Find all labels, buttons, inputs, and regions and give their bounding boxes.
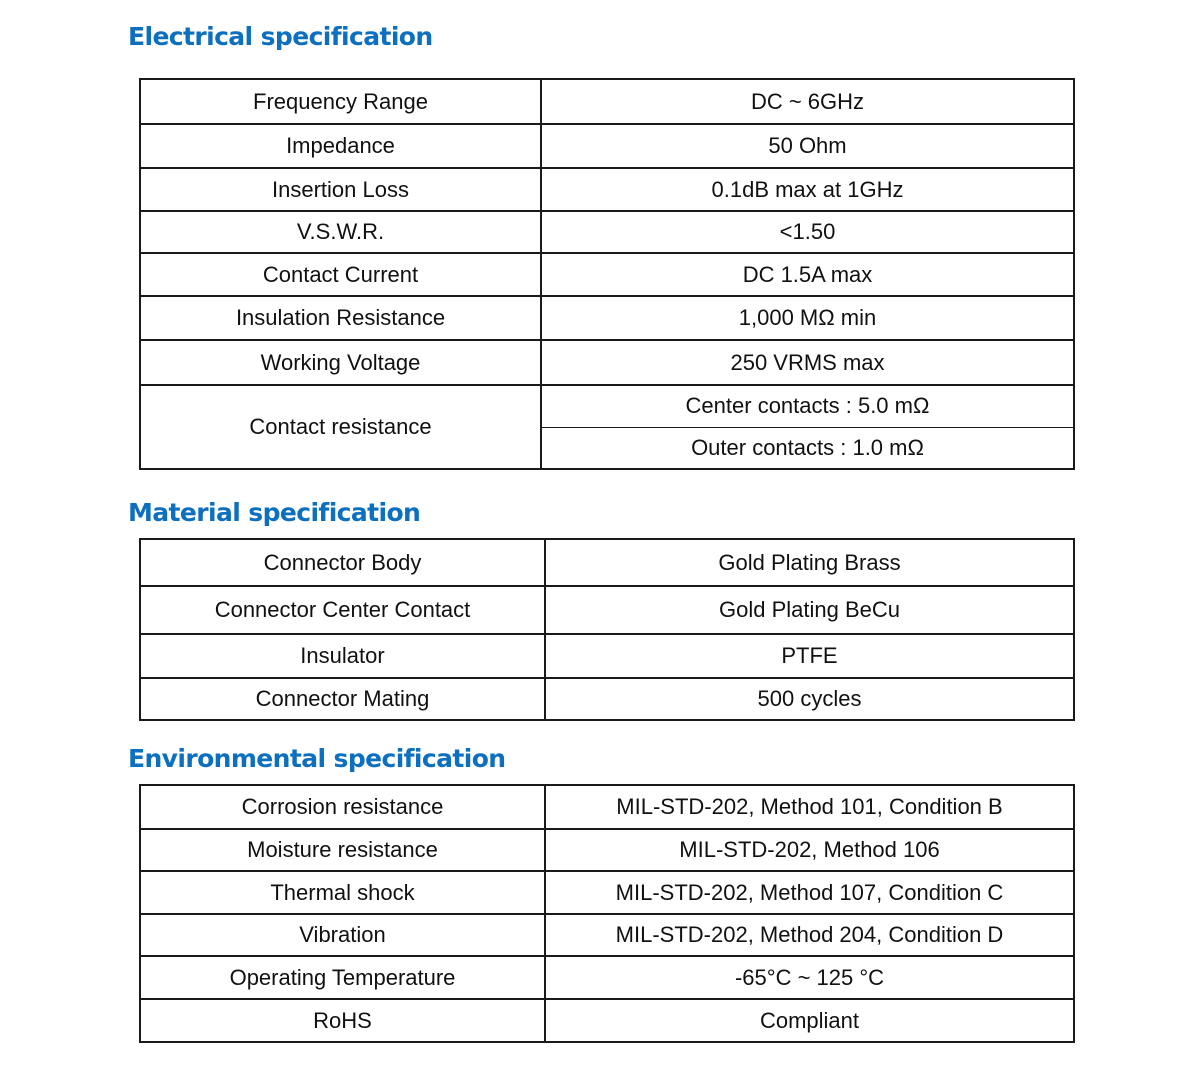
value-cell: 500 cycles [545, 678, 1074, 720]
electrical-spec-heading: Electrical specification [128, 22, 433, 51]
table-row [140, 634, 1074, 678]
value-cell: MIL-STD-202, Method 101, Condition B [545, 785, 1074, 829]
param-cell: Insulator [140, 634, 545, 678]
environmental-spec-table [139, 784, 1075, 1043]
outer-contacts-value: Outer contacts : 1.0 mΩ [541, 427, 1074, 469]
value-cell: 1,000 MΩ min [541, 296, 1074, 340]
param-cell: Connector Mating [140, 678, 545, 720]
param-cell: Connector Center Contact [140, 586, 545, 634]
environmental-spec-heading: Environmental specification [128, 744, 506, 773]
value-cell: MIL-STD-202, Method 106 [545, 829, 1074, 871]
table-row [140, 678, 1074, 720]
table-row [140, 829, 1074, 871]
value-cell: 0.1dB max at 1GHz [541, 168, 1074, 211]
param-cell: Connector Body [140, 539, 545, 586]
value-cell: DC ~ 6GHz [541, 79, 1074, 124]
param-cell: Thermal shock [140, 871, 545, 914]
param-cell: Corrosion resistance [140, 785, 545, 829]
value-cell: 50 Ohm [541, 124, 1074, 168]
center-contacts-value: Center contacts : 5.0 mΩ [541, 385, 1074, 427]
param-cell: Working Voltage [140, 340, 541, 385]
contact-resistance-label: Contact resistance [140, 385, 541, 469]
value-cell: DC 1.5A max [541, 253, 1074, 296]
table-row [140, 871, 1074, 914]
value-cell: Compliant [545, 999, 1074, 1042]
param-cell: Impedance [140, 124, 541, 168]
value-cell: -65°C ~ 125 °C [545, 956, 1074, 999]
material-spec-heading: Material specification [128, 498, 421, 527]
table-row [140, 79, 1074, 124]
param-cell: V.S.W.R. [140, 211, 541, 253]
table-row [140, 785, 1074, 829]
param-cell: Moisture resistance [140, 829, 545, 871]
electrical-spec-table [139, 78, 1075, 470]
table-row [140, 586, 1074, 634]
table-row [140, 253, 1074, 296]
value-cell: Gold Plating BeCu [545, 586, 1074, 634]
table-row [140, 539, 1074, 586]
param-cell: RoHS [140, 999, 545, 1042]
value-cell: MIL-STD-202, Method 107, Condition C [545, 871, 1074, 914]
param-cell: Operating Temperature [140, 956, 545, 999]
param-cell: Vibration [140, 914, 545, 956]
param-cell: Contact Current [140, 253, 541, 296]
table-row [140, 914, 1074, 956]
table-row [140, 124, 1074, 168]
param-cell: Insertion Loss [140, 168, 541, 211]
table-row [140, 340, 1074, 385]
table-row [140, 296, 1074, 340]
table-row [140, 956, 1074, 999]
value-cell: 250 VRMS max [541, 340, 1074, 385]
table-row [140, 211, 1074, 253]
value-cell: PTFE [545, 634, 1074, 678]
value-cell: Gold Plating Brass [545, 539, 1074, 586]
param-cell: Insulation Resistance [140, 296, 541, 340]
param-cell: Frequency Range [140, 79, 541, 124]
material-spec-table [139, 538, 1075, 721]
table-row [140, 385, 1074, 427]
table-row [140, 999, 1074, 1042]
value-cell: MIL-STD-202, Method 204, Condition D [545, 914, 1074, 956]
value-cell: <1.50 [541, 211, 1074, 253]
table-row [140, 168, 1074, 211]
